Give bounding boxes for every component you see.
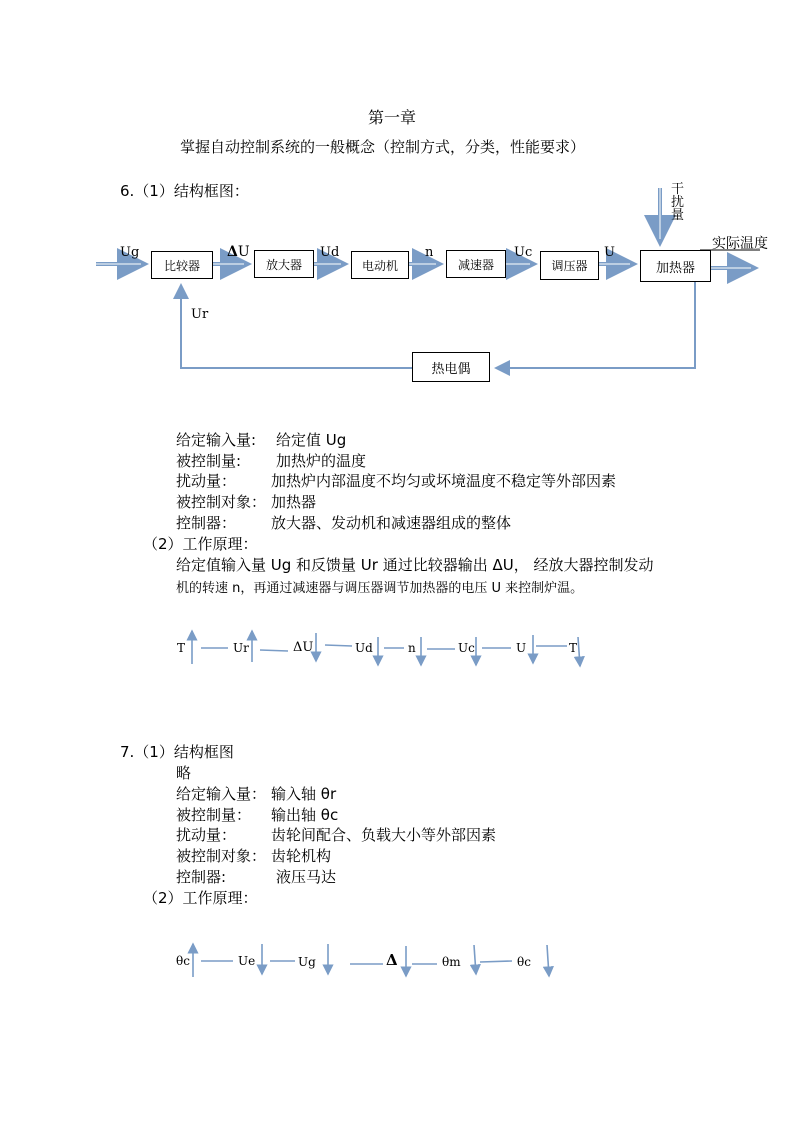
thermocouple-block: 热电偶 [412,352,490,382]
q6-chain-2: ΔU [293,640,314,655]
q7-chain-2: Ug [298,955,316,969]
signal-disturbance: 干扰量 [671,182,685,223]
q7-heading: 7.（1）结构框图 [120,743,234,761]
heater-block: 加热器 [640,250,711,282]
q6-chain-6: U [516,641,527,655]
q7-chain-4: θm [442,955,461,969]
motor-block: 电动机 [351,251,409,279]
q6-item-key-2: 扰动量： [176,472,237,490]
q6-principle-line2: 机的转速 n，再通过减速器与调压器调节加热器的电压 U 来控制炉温。 [176,581,584,596]
chapter-title: 第一章 [368,108,417,127]
signal-output: 实际温度 [712,236,768,252]
q6-item-val-2: 加热炉内部温度不均匀或坏境温度不稳定等外部因素 [271,472,617,490]
signal-uc: Uc [514,245,533,260]
q6-chain-1: Ur [233,641,249,655]
q7-omitted: 略 [176,764,192,782]
amplifier-block: 放大器 [254,250,314,278]
q7-chain-0: θc [176,954,190,968]
q7-chain-3: Δ [386,951,398,969]
q7-item-key-1: 被控制量： [176,806,252,824]
q6-item-key-4: 控制器： [176,514,237,532]
q7-item-val-4: 液压马达 [276,868,337,886]
q6-chain-5: Uc [458,641,475,655]
q6-item-key-0: 给定输入量: [176,431,257,449]
q7-chain-1: Ue [238,954,256,968]
chapter-subtitle: 掌握自动控制系统的一般概念（控制方式，分类，性能要求） [180,138,586,156]
q6-item-val-4: 放大器、发动机和减速器组成的整体 [271,514,512,532]
q6-item-key-3: 被控制对象： [176,493,267,511]
signal-ug: Ug [120,245,140,260]
reducer-block: 减速器 [446,250,506,278]
q6-item-key-1: 被控制量: [176,452,242,470]
q7-item-val-2: 齿轮间配合、负载大小等外部因素 [271,826,497,844]
q6-chain-7: T [569,641,578,655]
q6-heading: 6.（1）结构框图： [120,182,249,200]
q6-principle-line1: 给定值输入量 Ug 和反馈量 Ur 通过比较器输出 ΔU， 经放大器控制发动 [176,556,654,574]
q7-item-val-1: 输出轴 θc [271,806,339,824]
q6-item-val-3: 加热器 [271,493,317,511]
q7-item-val-3: 齿轮机构 [271,847,332,865]
q7-item-key-2: 扰动量： [176,826,237,844]
q7-item-key-0: 给定输入量： [176,785,267,803]
q6-principle-heading: （2）工作原理： [143,535,258,553]
regulator-block: 调压器 [540,251,599,280]
q6-item-val-1: 加热炉的温度 [276,452,367,470]
q7-chain-5: θc [517,955,531,969]
delta-symbol: Δ [227,244,238,260]
comparator-block: 比较器 [151,251,213,279]
signal-ur: Ur [191,307,209,322]
q6-item-val-0: 给定值 Ug [276,431,347,449]
signal-u: U [604,245,615,260]
q7-item-key-3: 被控制对象： [176,847,267,865]
q6-chain-4: n [408,641,416,655]
delta-u-letter: U [237,244,250,260]
q6-chain-3: Ud [355,641,373,655]
q6-chain-0: T [177,641,186,655]
q7-item-key-4: 控制器: [176,868,227,886]
signal-n: n [425,245,434,260]
signal-ud: Ud [320,245,340,260]
q7-item-val-0: 输入轴 θr [271,785,337,803]
q7-principle-heading: （2）工作原理： [143,889,258,907]
